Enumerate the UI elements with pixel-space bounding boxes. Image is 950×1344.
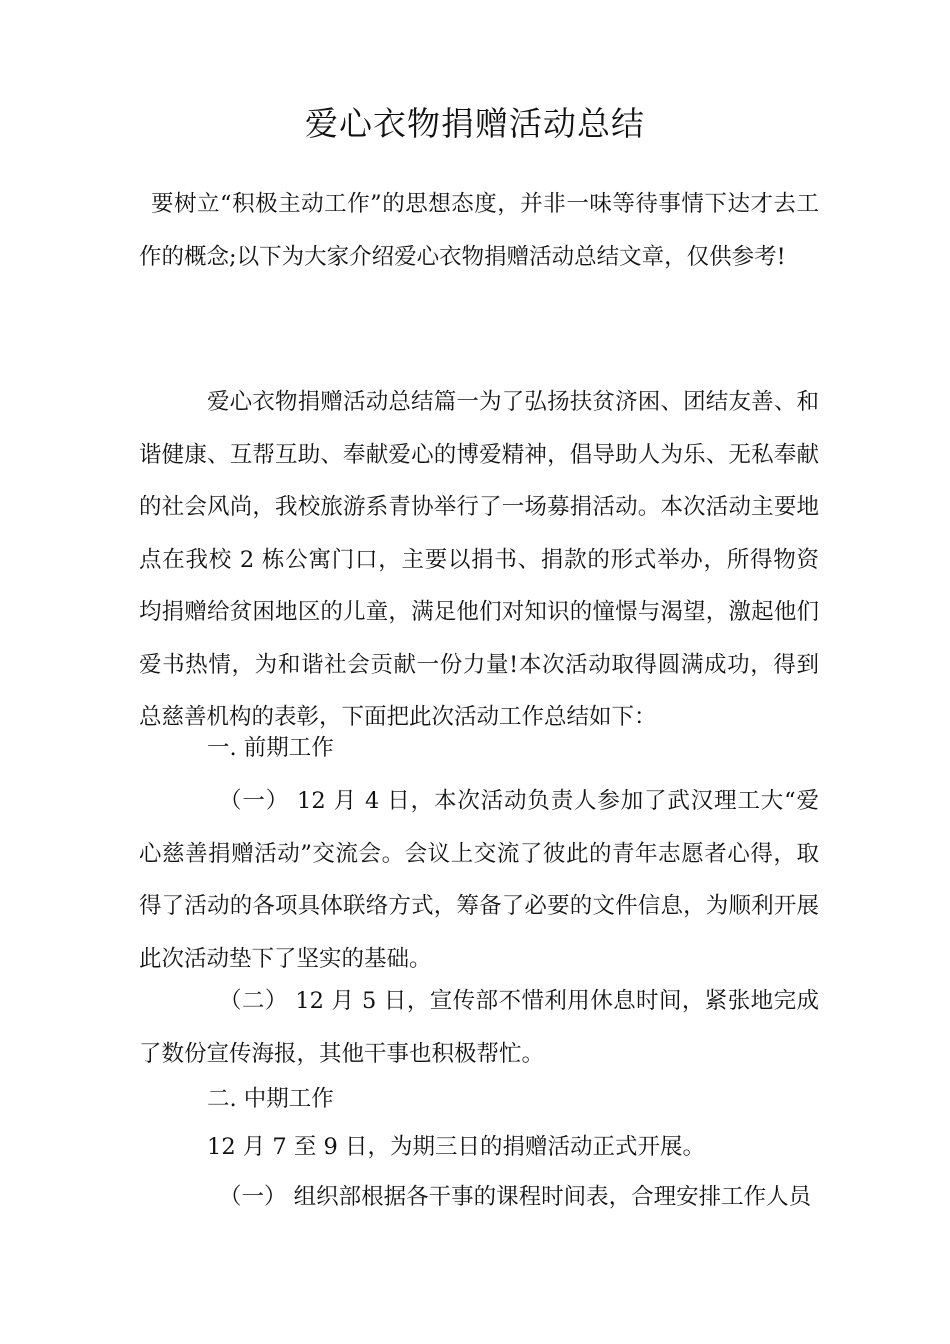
document-title: 爱心衣物捐赠活动总结 <box>305 104 645 143</box>
section-heading-early-work: 一. 前期工作 <box>207 735 334 761</box>
intro-paragraph: 要树立“积极主动工作”的思想态度，并非一味等待事情下达才去工作的概念;以下为大家介绍爱心衣物捐赠活动总结文章，仅供参考! <box>139 191 819 270</box>
paragraph-dates: 12 月 7 至 9 日，为期三日的捐赠活动正式开展。 <box>207 1134 706 1160</box>
main-paragraph: 爱心衣物捐赠活动总结篇一为了弘扬扶贫济困、团结友善、和谐健康、互帮互助、奉献爱心的博爱精神，倡导助人为乐、无私奉献的社会风尚，我校旅游系青协举行了一场募捐活动。本次活动主要地点在我校 2 栋公寓门口，主要以捐书、捐款的形式举办，所得物资均捐赠给贫困地区的儿童，满足他们对知识的憧憬与渴望，激起他们爱书热情，为和谐社会贡献一份力量!本次活动取得圆满成功，得到总慈善机构的表彰，下面把此次活动工作总结如下： <box>139 389 819 730</box>
section-heading-mid-work: 二. 中期工作 <box>207 1086 334 1112</box>
paragraph-item-three: （一） 组织部根据各干事的课程时间表，合理安排工作人员 <box>219 1184 812 1210</box>
paragraph-item-one: （一） 12 月 4 日，本次活动负责人参加了武汉理工大“爱心慈善捐赠活动”交流会。会议上交流了彼此的青年志愿者心得，取得了活动的各项具体联络方式，筹备了必要的文件信息，为顺利开展此次活动垫下了坚实的基础。 <box>139 788 819 972</box>
paragraph-item-two: （二） 12 月 5 日，宣传部不惜利用休息时间，紧张地完成了数份宣传海报，其他干事也积极帮忙。 <box>139 988 819 1067</box>
